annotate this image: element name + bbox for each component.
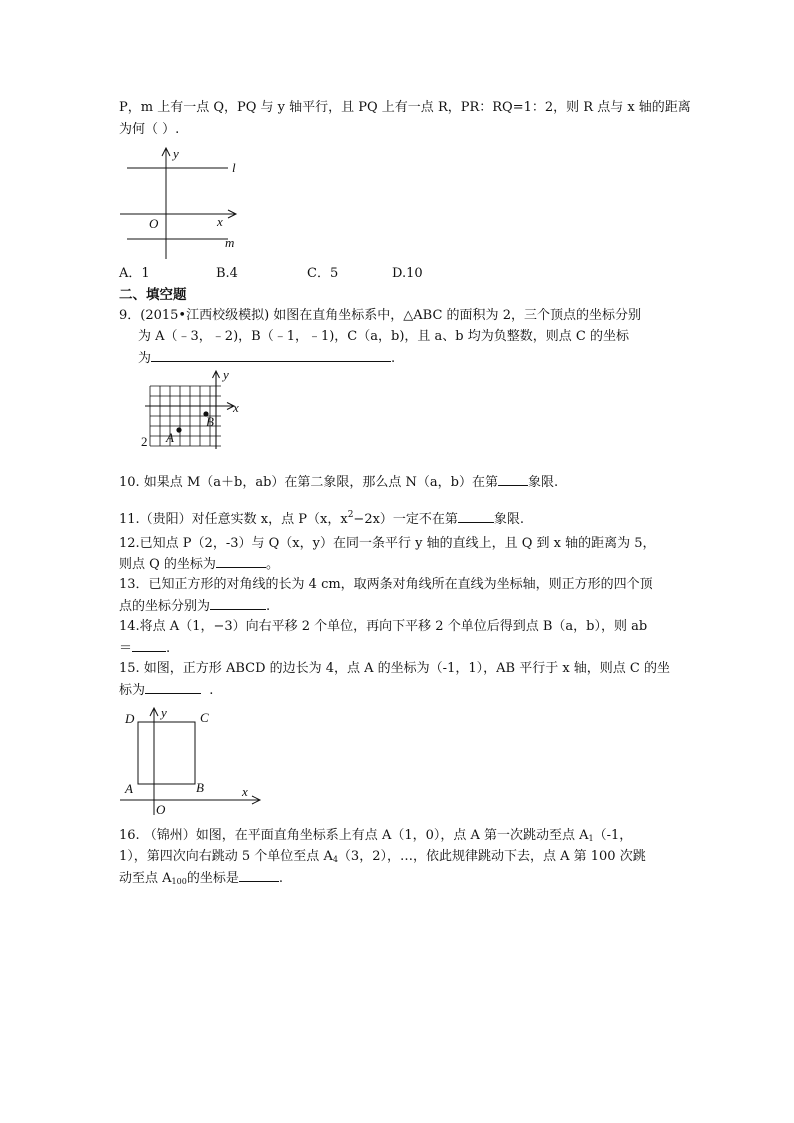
q16-line3-post: . bbox=[278, 871, 283, 886]
q8-fig-label-l: l bbox=[232, 160, 236, 175]
q15-fig-label-D: D bbox=[125, 711, 135, 726]
q8-option-c: C．5 bbox=[307, 266, 339, 281]
q15-fig-label-y: y bbox=[161, 705, 167, 720]
q12-line2-post: 。 bbox=[265, 557, 279, 572]
q9-fig-label-2: 2 bbox=[141, 434, 148, 449]
q10-answer-blank[interactable] bbox=[498, 473, 528, 486]
q16-text-line3 bbox=[119, 869, 283, 891]
q8-fig-label-x: x bbox=[217, 214, 223, 229]
q8-figure bbox=[115, 143, 250, 263]
q9-figure bbox=[137, 367, 247, 457]
q16-line1-pre: 16. （锦州）如图，在平面直角坐标系上有点 A（1，0），点 A 第一次跳动至点 A bbox=[119, 828, 589, 843]
q15-line2-pre: 标为 bbox=[119, 683, 146, 698]
q11-text bbox=[119, 506, 524, 529]
q10-text bbox=[119, 473, 558, 492]
q16-line1-sub: 1 bbox=[588, 834, 594, 843]
q9-fig-label-x: x bbox=[233, 400, 239, 415]
q12-text-line1: 12.已知点 P（2，-3）与 Q（x，y）在同一条平行 y 轴的直线上，且 Q 到 x 轴的距离为 5， bbox=[119, 536, 656, 551]
q8-option-b: B.4 bbox=[216, 266, 238, 281]
section-heading-fill-in: 二、填空题 bbox=[119, 287, 187, 303]
q11-answer-blank[interactable] bbox=[458, 510, 494, 523]
q13-answer-blank[interactable] bbox=[210, 597, 266, 610]
q11-superscript: 2 bbox=[347, 510, 354, 520]
q14-text-line2 bbox=[119, 639, 170, 658]
q9-answer-blank[interactable] bbox=[151, 349, 391, 362]
q9-fig-label-B: B bbox=[206, 414, 214, 429]
q9-point-a bbox=[176, 427, 181, 432]
q16-text-line2 bbox=[119, 848, 646, 869]
q16-line3-mid: 的坐标是 bbox=[186, 871, 239, 886]
q13-line2-pre: 点的坐标分别为 bbox=[119, 599, 211, 614]
q10-post: 象限. bbox=[527, 475, 559, 490]
q11-post: 象限. bbox=[493, 512, 525, 527]
q13-text-line1: 13．已知正方形的对角线的长为 4 cm，取两条对角线所在直线为坐标轴，则正方形的四个顶 bbox=[119, 577, 653, 592]
q15-text-line2 bbox=[119, 681, 213, 700]
q9-text-line1: 9．(2015•江西校级模拟) 如图在直角坐标系中，△ABC 的面积为 2，三个顶点的坐标分别 bbox=[119, 308, 641, 323]
q13-line2-post: . bbox=[266, 599, 271, 614]
q14-answer-blank[interactable] bbox=[132, 639, 166, 652]
q16-line3-sub: 100 bbox=[171, 877, 187, 886]
q15-text-line1: 15. 如图，正方形 ABCD 的边长为 4，点 A 的坐标为（-1，1），AB 平行于 x 轴，则点 C 的坐 bbox=[119, 661, 670, 676]
q8-fig-label-m: m bbox=[225, 235, 235, 250]
q15-fig-label-B: B bbox=[196, 780, 204, 795]
q8-fig-label-O: O bbox=[149, 216, 159, 231]
q8-text-line1: P，m 上有一点 Q，PQ 与 y 轴平行，且 PQ 上有一点 R，PR：RQ=1：2，则 R 点与 x 轴的距离 bbox=[119, 100, 691, 115]
q8-options bbox=[119, 265, 439, 283]
q14-line2-pre: ＝ bbox=[119, 641, 133, 656]
q14-text-line1: 14.将点 A（1，−3）向右平移 2 个单位，再向下平移 2 个单位后得到点 B（a，b），则 ab bbox=[119, 619, 648, 634]
q16-answer-blank[interactable] bbox=[239, 869, 279, 882]
q9-fig-label-y: y bbox=[223, 367, 229, 382]
q8-option-a: A．1 bbox=[119, 266, 150, 281]
q16-line1-post: （-1， bbox=[593, 828, 633, 843]
q16-text-line1 bbox=[119, 827, 632, 848]
q15-answer-blank[interactable] bbox=[145, 681, 201, 694]
q9-text-line2: 为 A（﹣3，﹣2)，B（﹣1，﹣1)，C（a，b)，且 a、b 均为负整数，则点 C 的坐标 bbox=[138, 329, 629, 344]
q12-text-line2 bbox=[119, 555, 279, 574]
q9-line3-end: . bbox=[391, 351, 396, 366]
q15-fig-label-A: A bbox=[125, 781, 133, 796]
q11-mid: −2x）一定不在第 bbox=[353, 512, 458, 527]
q10-pre: 10. 如果点 M（a＋b，ab）在第二象限，那么点 N（a，b）在第 bbox=[119, 475, 498, 490]
q15-line2-post: . bbox=[209, 683, 214, 698]
q12-line2-pre: 则点 Q 的坐标为 bbox=[119, 557, 216, 572]
q16-line2-post: （3，2），…，依此规律跳动下去，点 A 第 100 次跳 bbox=[337, 849, 646, 864]
q15-fig-label-O: O bbox=[156, 802, 166, 817]
q8-fig-label-y: y bbox=[173, 146, 179, 161]
q8-text-line2: 为何（ ）. bbox=[119, 122, 180, 137]
q12-answer-blank[interactable] bbox=[216, 555, 266, 568]
q15-fig-label-x: x bbox=[242, 784, 248, 799]
q9-text-line3 bbox=[138, 349, 395, 368]
q16-line2-pre: 1），第四次向右跳动 5 个单位至点 A bbox=[119, 849, 333, 864]
q16-line3-pre: 动至点 A bbox=[119, 871, 172, 886]
q15-fig-label-C: C bbox=[200, 710, 209, 725]
q9-fig-label-A: A bbox=[166, 430, 174, 445]
q15-figure bbox=[120, 703, 270, 818]
q13-text-line2 bbox=[119, 597, 270, 616]
q8-option-d: D.10 bbox=[392, 266, 423, 281]
q16-line2-sub: 4 bbox=[332, 855, 338, 864]
q9-line3-label: 为 bbox=[138, 351, 152, 366]
q15-square bbox=[138, 722, 195, 784]
q11-pre: 11.（贵阳）对任意实数 x，点 P（x，x bbox=[119, 512, 348, 527]
q14-line2-post: . bbox=[166, 641, 171, 656]
